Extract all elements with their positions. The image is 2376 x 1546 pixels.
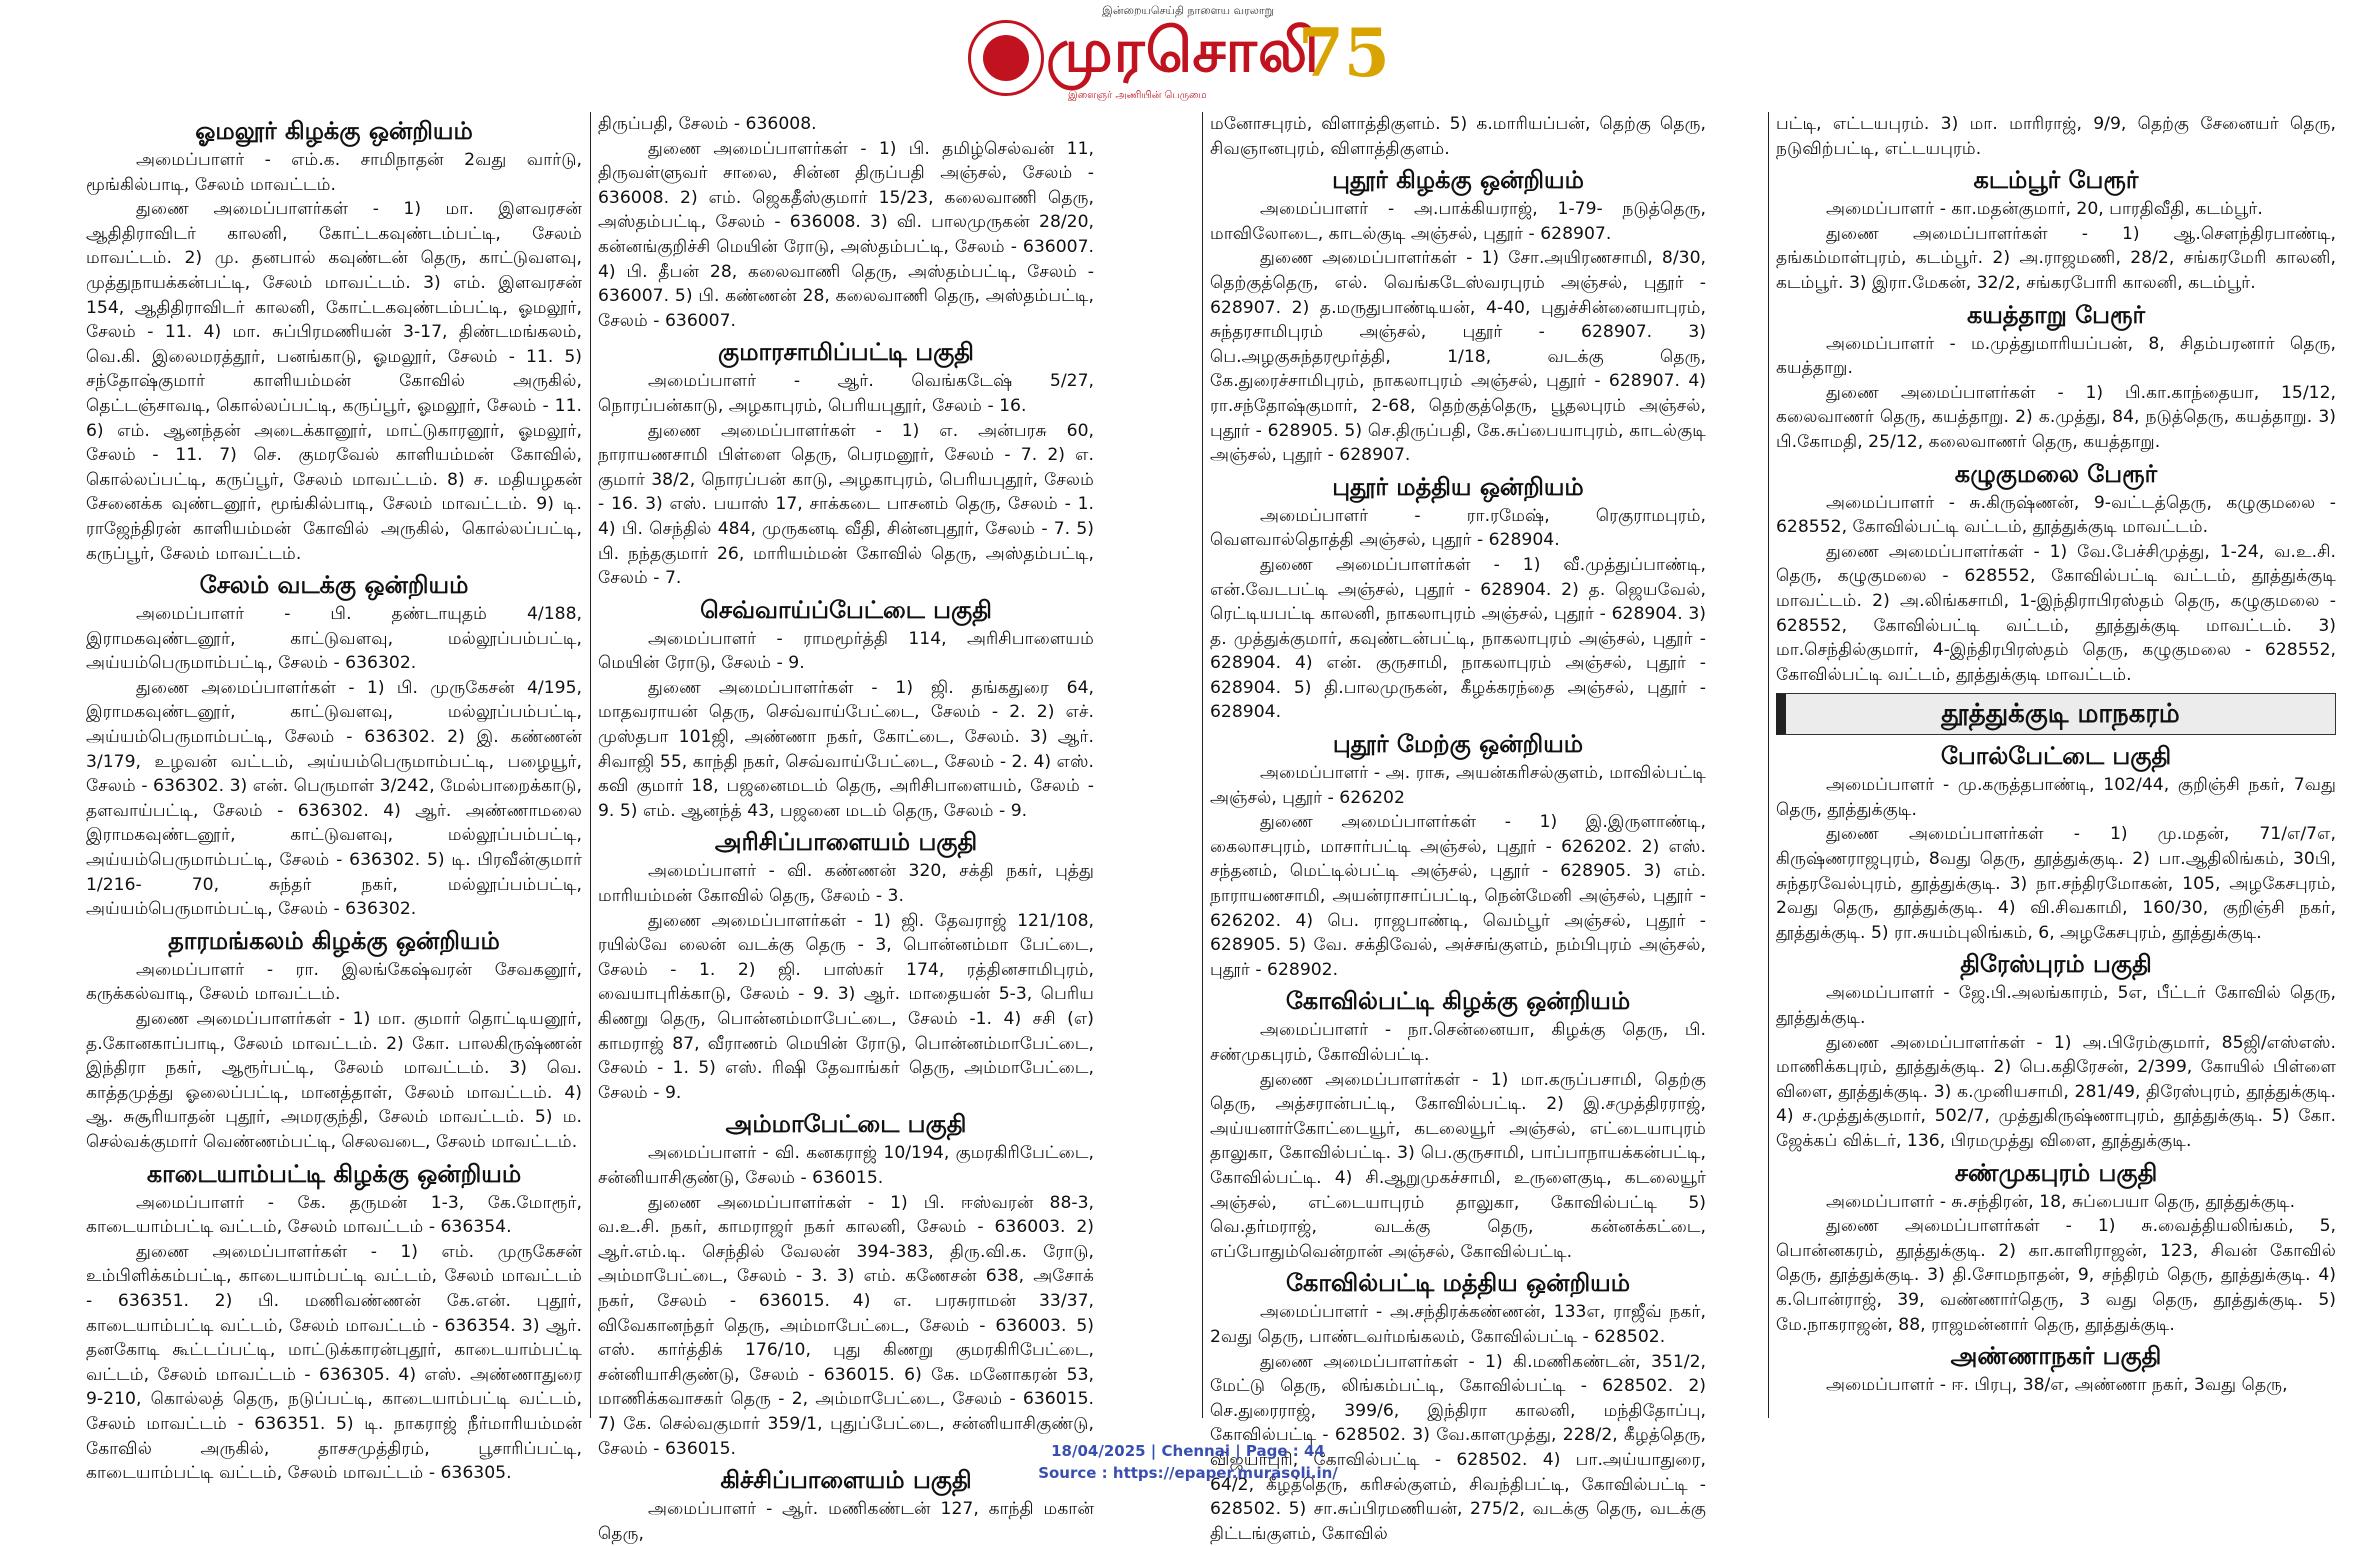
- section-heading: குமாரசாமிப்பட்டி பகுதி: [718, 338, 974, 367]
- body-paragraph: அமைப்பாளர் - சு.சந்திரன், 18, சுப்பையா தெரு, தூத்துக்குடி.: [1826, 1191, 2296, 1212]
- body-paragraph: அமைப்பாளர் - ரா.ரமேஷ், ரெகுராமபுரம், வெளவால்தொத்தி அஞ்சல், புதூர் - 628904.: [1210, 505, 1706, 551]
- section-heading: செவ்வாய்ப்பேட்டை பகுதி: [700, 595, 992, 624]
- body-paragraph: துணை அமைப்பாளர்கள் - 1) பி. ஈஸ்வரன் 88-3, வ.உ.சி. நகர், காமராஜர் நகர் காலனி, சேலம் - 636003. 2) ஆர்.எம்.டி. செந்தில் வேலன் 394-383, திரு.வி.க. ரோடு, அம்மாபேட்டை, சேலம் - 3. 3) எம். கணேசன் 638, அசோக் நகர், சேலம் - 636015. 4) எ. பரசுராமன் 33/37, விவேகானந்தர் தெரு, அம்மாபேட்டை, சேலம் - 636003. 5) எஸ். கார்த்திக் 176/10, புது கிணறு குமரகிரிபேட்டை, சன்னியாசிகுண்டு, சேலம் - 636015. 6) கே. மனோகரன் 53, மாணிக்கவாசகர் தெரு - 2, அம்மாபேட்டை, சேலம் - 636015. 7) கே. செல்வகுமார் 359/1, புதுப்பேட்டை, சன்னியாசிகுண்டு, சேலம் - 636015.: [598, 1192, 1094, 1459]
- footer-date-page: 18/04/2025 | Chennai | Page : 44: [1051, 1442, 1325, 1460]
- body-paragraph: துணை அமைப்பாளர்கள் - 1) ஜி. தங்கதுரை 64, மாதவராயன் தெரு, செவ்வாய்பேட்டை, சேலம் - 2. 2) எச். முஸ்தபா 101ஜி, அண்ணா நகர், கோட்டை, சேலம். 3) ஆர். சிவாஜி 55, காந்தி நகர், செவ்வாய்பேட்டை, சேலம் - 2. 4) எஸ். கவி குமார் 18, பஜனைமடம் தெரு, அரிசிபாளையம், சேலம் - 9. 5) எம். ஆனந்த் 43, பஜனை மடம் தெரு, சேலம் - 9.: [598, 677, 1094, 821]
- section-heading: புதூர் மேற்கு ஒன்றியம்: [1332, 730, 1584, 759]
- newspaper-logo: [968, 14, 1408, 104]
- body-paragraph: அமைப்பாளர் - ஆர். மணிகண்டன் 127, காந்தி மகான் தெரு,: [598, 1499, 1094, 1544]
- article-column-2: [598, 112, 1094, 1544]
- body-paragraph: அமைப்பாளர் - கே. தருமன் 1-3, கே.மோரூர், காடையாம்பட்டி வட்டம், சேலம் மாவட்டம் - 636354.: [86, 1192, 582, 1238]
- article-column-4: [1776, 112, 2336, 1418]
- column-divider: [590, 112, 591, 1418]
- continued-text: திருப்பதி, சேலம் - 636008.: [598, 114, 817, 134]
- column-divider: [1202, 112, 1203, 1418]
- body-paragraph: துணை அமைப்பாளர்கள் - 1) சு.வைத்தியலிங்கம், 5, பொன்னகரம், தூத்துக்குடி. 2) கா.காளிராஜன், 123, சிவன் கோவில் தெரு, தூத்துக்குடி. 3) தி.சோமநாதன், 9, சந்திரம் தெரு, தூத்துக்குடி. 4) க.பொன்ராஜ், 39, வண்ணார்தெரு, 3 வது தெரு, தூத்துக்குடி. 5) மே.நாகராஜன், 88, ராஜமன்னார் தெரு, தூத்துக்குடி.: [1776, 1216, 2336, 1335]
- section-heading: கழுகுமலை பேரூர்: [1954, 459, 2158, 488]
- body-paragraph: துணை அமைப்பாளர்கள் - 1) இ.இருளாண்டி, கைலாசபுரம், மாசார்பட்டி அஞ்சல், புதூர் - 626202. 2) எஸ். சந்தனம், மெட்டில்பட்டி அஞ்சல், புதூர் - 628905. 3) எம். நாராயணசாமி, அயன்ராசாப்பட்டி, நென்மேனி அஞ்சல், புதூர் - 626202. 4) பெ. ராஜபாண்டி, வெம்பூர் அஞ்சல், புதூர் - 628905. 5) வே. சக்திவேல், அச்சங்குளம், நம்பிபுரம் அஞ்சல், புதூர் - 628902.: [1210, 812, 1706, 980]
- body-paragraph: அமைப்பாளர் - சு.கிருஷ்ணன், 9-வட்டத்தெரு, கழுகுமலை - 628552, கோவில்பட்டி வட்டம், தூத்துக்குடி மாவட்டம்.: [1776, 492, 2336, 538]
- body-paragraph: துணை அமைப்பாளர்கள் - 1) பி.கா.காந்தையா, 15/12, கலைவாணர் தெரு, கயத்தாறு. 2) க.முத்து, 84, நடுத்தெரு, கயத்தாறு. 3) பி.கோமதி, 25/12, கலைவாணர் தெரு, கயத்தாறு.: [1776, 382, 2336, 452]
- party-seal-icon: [968, 20, 1044, 96]
- body-paragraph: துணை அமைப்பாளர்கள் - 1) கி.மணிகண்டன், 351/2, மேட்டு தெரு, லிங்கம்பட்டி, கோவில்பட்டி - 628502. 2) செ.துரைராஜ், 399/6, இந்திரா காலனி, மந்திதோப்பு, கோவில்பட்டி - 628502. 3) வே.காளமுத்து, 228/2, கீழத்தெரு, விஜயாபுரி, கோவில்பட்டி - 628502. 4) பா.அய்யாதுரை, 64/2, கீழத்தெரு, கரிசல்குளம், சிவந்திபட்டி, கோவில்பட்டி - 628502. 5) சா.சுப்பிரமணியன், 275/2, வடக்கு தெரு, வடக்கு திட்டங்குளம், கோவில்: [1210, 1351, 1706, 1544]
- body-paragraph: அமைப்பாளர் - கா.மதன்குமார், 20, பாரதிவீதி, கடம்பூர்.: [1826, 199, 2263, 220]
- body-paragraph: அமைப்பாளர் - ரா. இலங்கேஷ்வரன் சேவகனூர், கருக்கல்வாடி, சேலம் மாவட்டம்.: [86, 959, 582, 1005]
- body-paragraph: அமைப்பாளர் - ஜே.பி.அலங்காரம், 5எ, பீட்டர் கோவில் தெரு, தூத்துக்குடி.: [1776, 983, 2336, 1029]
- section-heading: ஓமலூர் கிழக்கு ஒன்றியம்: [195, 117, 473, 145]
- logo-subtitle: இளைஞர் அணியின் பெருமை: [1068, 90, 1207, 101]
- article-column-3: [1210, 112, 1706, 1544]
- section-heading: புதூர் மத்திய ஒன்றியம்: [1332, 472, 1584, 501]
- page-footer: [0, 1440, 2376, 1484]
- body-paragraph: துணை அமைப்பாளர்கள் - 1) ஜி. தேவராஜ் 121/108, ரயில்வே லைன் வடக்கு தெரு - 3, பொன்னம்மா பேட்டை, சேலம் - 1. 2) ஜி. பாஸ்கர் 174, ரத்தினசாமிபுரம், வையாபுரிக்காடு, சேலம் - 9. 3) ஆர். மாதையன் 5-3, பெரிய கிணறு தெரு, பொன்னம்மாபேட்டை, சேலம் -1. 4) சசி (எ) காமராஜ் 87, வீராணம் மெயின் ரோடு, பொன்னம்மாபேட்டை, சேலம் - 1. 5) எஸ். ரிஷி தேவாங்கர் தெரு, அம்மாபேட்டை, சேலம் - 9.: [598, 910, 1094, 1103]
- section-heading: திரேஸ்புரம் பகுதி: [1960, 950, 2152, 979]
- body-paragraph: அமைப்பாளர் - அ. ராசு, அயன்கரிசல்குளம், மாவில்பட்டி அஞ்சல், புதூர் - 626202: [1210, 763, 1706, 808]
- body-paragraph: அமைப்பாளர் - பி. தண்டாயுதம் 4/188, இராமகவுண்டனூர், காட்டுவளவு, மல்லூப்பம்பட்டி, அய்யம்பெருமாம்பட்டி, சேலம் - 636302.: [86, 604, 582, 674]
- body-paragraph: துணை அமைப்பாளர்கள் - 1) எம். முருகேசன் உம்பிளிக்கம்பட்டி, காடையாம்பட்டி வட்டம், சேலம் மாவட்டம் - 636351. 2) பி. மணிவண்ணன் கே.என். புதூர், காடையாம்பட்டி வட்டம், சேலம் மாவட்டம் - 636354. 3) ஆர். தனகோடி கூட்டப்பட்டி, மாட்டுக்காரன்புதூர், காடையாம்பட்டி வட்டம், சேலம் மாவட்டம் - 636305. 4) எஸ். அண்ணாதுரை 9-210, கொல்லத் தெரு, நடுப்பட்டி, காடையாம்பட்டி வட்டம், சேலம் மாவட்டம் - 636351. 5) டி. நாகராஜ் நீர்மாரியம்மன் கோவில் அருகில், தாசசமுத்திரம், பூசாரிப்பட்டி, காடையாம்பட்டி வட்டம், சேலம் மாவட்டம் - 636305.: [86, 1241, 582, 1484]
- city-banner: தூத்துக்குடி மாநகரம்: [1776, 693, 2336, 735]
- body-paragraph: துணை அமைப்பாளர்கள் - 1) மா.கருப்பசாமி, தெற்கு தெரு, அத்சரான்பட்டி, கோவில்பட்டி. 2) இ.சமுத்திரராஜ், அய்யனார்கோட்டையூர், கடலையூர் அஞ்சல், எட்டையாபுரம் தாலுகா, கோவில்பட்டி. 3) பெ.குருசாமி, பாப்பாநாயக்கன்பட்டி, கோவில்பட்டி. 4) சி.ஆறுமுகச்சாமி, உருளைகுடி, கடலையூர் அஞ்சல், எட்டையாபுரம் தாலுகா, கோவில்பட்டி 5) வெ.தர்மராஜ், வடக்கு தெரு, கன்னக்கட்டை, எப்போதும்வென்றான் அஞ்சல், கோவில்பட்டி.: [1210, 1069, 1706, 1262]
- section-heading: சண்முகபுரம் பகுதி: [1954, 1158, 2158, 1187]
- article-column-1: [86, 112, 582, 1484]
- body-paragraph: அமைப்பாளர் - ஆர். வெங்கடேஷ் 5/27, நொரப்பன்காடு, அழகாபுரம், பெரியபுதூர், சேலம் - 16.: [598, 371, 1094, 416]
- section-heading: புதூர் கிழக்கு ஒன்றியம்: [1332, 166, 1584, 195]
- body-paragraph: துணை அமைப்பாளர்கள் - 1) பி. தமிழ்செல்வன் 11, திருவள்ளுவர் சாலை, சின்ன திருப்பதி அஞ்சல், சேலம் - 636008. 2) எம். ஜெகதீஸ்குமார் 15/23, கலைவாணி தெரு, அஸ்தம்பட்டி, சேலம் - 636008. 3) வி. பாலமுருகன் 28/20, கன்னங்குறிச்சி மெயின் ரோடு, அஸ்தம்பட்டி, சேலம் - 636007. 4) பி. தீபன் 28, கலைவாணி தெரு, அஸ்தம்பட்டி, சேலம் - 636007. 5) பி. கண்ணன் 28, கலைவாணி தெரு, அஸ்தம்பட்டி, சேலம் - 636007.: [598, 138, 1094, 331]
- section-heading: கடம்பூர் பேரூர்: [1973, 166, 2139, 195]
- body-paragraph: அமைப்பாளர் - ஈ. பிரபு, 38/எ, அண்ணா நகர், 3வது தெரு,: [1826, 1375, 2288, 1396]
- section-heading: அரிசிப்பாளையம் பகுதி: [714, 828, 978, 857]
- body-paragraph: துணை அமைப்பாளர்கள் - 1) மு.மதன், 71/எ/7எ, கிருஷ்ணராஜபுரம், 8வது தெரு, தூத்துக்குடி. 2) பா.ஆதிலிங்கம், 30பி, சுந்தரவேல்புரம், தூத்துக்குடி. 3) நா.சந்திரமோகன், 105, அழகேசபுரம், 2வது தெரு, தூத்துக்குடி. 4) வி.சிவகாமி, 160/30, குறிஞ்சி நகர், தூத்துக்குடி. 5) ரா.சுயம்புலிங்கம், 6, அழகேசபுரம், தூத்துக்குடி.: [1776, 824, 2336, 943]
- body-paragraph: அமைப்பாளர் - மு.கருத்தபாண்டி, 102/44, குறிஞ்சி நகர், 7வது தெரு, தூத்துக்குடி.: [1776, 775, 2336, 820]
- body-paragraph: துணை அமைப்பாளர்கள் - 1) எ. அன்பரசு 60, நாராயணசாமி பிள்ளை தெரு, பெரமனூர், சேலம் - 7. 2) எ. குமார் 38/2, நொரப்பன் காடு, அழகாபுரம், பெரியபுதூர், சேலம் - 16. 3) எஸ். பயாஸ் 17, சாக்கடை பாசனம் தெரு, சேலம் - 1. 4) பி. செந்தில் 484, முருகனடி வீதி, சின்னபுதூர், சேலம் - 7. 5) பி. நந்தகுமார் 26, மாரியம்மன் கோவில் தெரு, அஸ்தம்பட்டி, சேலம் - 7.: [598, 420, 1094, 589]
- anniversary-75-emblem: 75: [1298, 14, 1390, 92]
- section-heading: காடையாம்பட்டி கிழக்கு ஒன்றியம்: [146, 1159, 522, 1188]
- body-paragraph: துணை அமைப்பாளர்கள் - 1) மா. இளவரசன் ஆதிதிராவிடர் காலனி, கோட்டகவுண்டம்பட்டி, சேலம் மாவட்டம். 2) மு. தனபால் கவுண்டன் தெரு, காட்டுவளவு, முத்துநாயக்கன்பட்டி, சேலம் மாவட்டம். 3) எம். இளவரசன் 154, ஆதிதிராவிடர் காலனி, கோட்டகவுண்டம்பட்டி, ஓமலூர், சேலம் - 11. 4) மா. சுப்பிரமணியன் 3-17, திண்டமங்கலம், வெ.கி. இலைமரத்தூர், பனங்காடு, ஓமலூர், சேலம் - 11. 5) சந்தோஷ்குமார் காளியம்மன் கோவில் அருகில், தெட்டஞ்சாவடி, கொல்லப்பட்டி, கருப்பூர், ஓமலூர், சேலம் - 11. 6) எம். ஆனந்தன் அடைக்கானூர், மாட்டுகாரனூர், ஓமலூர், சேலம் - 11. 7) செ. குமரவேல் காளியம்மன் கோவில், கொல்லப்பட்டி, கருப்பூர், சேலம் மாவட்டம். 8) ச. மதியழகன் சேனைக்க வுண்டனூர், மூங்கில்பாடி, சேலம் மாவட்டம். 9) டி. ராஜேந்திரன் காளியம்மன் கோவில் அருகில், கொல்லப்பட்டி, கருப்பூர், சேலம் மாவட்டம்.: [86, 199, 582, 564]
- body-paragraph: துணை அமைப்பாளர்கள் - 1) அ.பிரேம்குமார், 85ஜி/எஸ்எஸ். மாணிக்கபுரம், தூத்துக்குடி. 2) பெ.கதிரேசன், 2/399, கோயில் பிள்ளை விளை, தூத்துக்குடி. 3) க.முனியசாமி, 281/49, திரேஸ்புரம், தூத்துக்குடி. 4) ச.முத்துக்குமார், 502/7, முத்துகிருஷ்ணாபுரம், தூத்துக்குடி. 5) கோ. ஜேக்கப் விக்டர், 136, பிரமமுத்து விளை, தூத்துக்குடி.: [1776, 1032, 2336, 1151]
- body-paragraph: அமைப்பாளர் - நா.சென்னையா, கிழக்கு தெரு, பி. சண்முகபுரம், கோவில்பட்டி.: [1210, 1020, 1706, 1065]
- body-paragraph: துணை அமைப்பாளர்கள் - 1) ஆ.சௌந்திரபாண்டி, தங்கம்மாள்புரம், கடம்பூர். 2) அ.ராஜமணி, 28/2, சங்கரமேரி காலனி, கடம்பூர். 3) இரா.மேகன், 32/2, சங்கரபோரி காலனி, கடம்பூர்.: [1776, 223, 2336, 293]
- section-heading: கோவில்பட்டி கிழக்கு ஒன்றியம்: [1285, 987, 1631, 1016]
- body-paragraph: துணை அமைப்பாளர்கள் - 1) பி. முருகேசன் 4/195, இராமகவுண்டனூர், காட்டுவளவு, மல்லூப்பம்பட்டி, அய்யம்பெருமாம்பட்டி, சேலம் - 636302. 2) இ. கண்ணன் 3/179, உழவன் வட்டம், அய்யம்பெருமாம்பட்டி, பழையூர், சேலம் - 636302. 3) என். பெருமாள் 3/242, மேல்பாறைக்காடு, தளவாய்பட்டி, சேலம் - 636302. 4) ஆர். அண்ணாமலை இராமகவுண்டனூர், காட்டுவளவு, மல்லூப்பம்பட்டி, அய்யம்பெருமாம்பட்டி, சேலம் - 636302. 5) டி. பிரவீன்குமார் 1/216- 70, சுந்தர் நகர், மல்லூப்பம்பட்டி, அய்யம்பெருமாம்பட்டி, சேலம் - 636302.: [86, 677, 582, 920]
- body-paragraph: அமைப்பாளர் - வி. கண்ணன் 320, சக்தி நகர், புத்து மாரியம்மன் கோவில் தெரு, சேலம் - 3.: [598, 861, 1094, 907]
- section-heading: அண்ணாநகர் பகுதி: [1950, 1342, 2162, 1371]
- continued-text: பட்டி, எட்டயபுரம். 3) மா. மாரிராஜ், 9/9, தெற்கு சேனையர் தெரு, நடுவிற்பட்டி, எட்டயபுரம்.: [1776, 114, 2336, 159]
- section-heading: கிச்சிப்பாளையம் பகுதி: [720, 1466, 972, 1495]
- body-paragraph: துணை அமைப்பாளர்கள் - 1) மா. குமார் தொட்டியனூர், த.கோனகாப்பாடி, சேலம் மாவட்டம். 2) கோ. பாலகிருஷ்ணன் இந்திரா நகர், ஆரூர்பட்டி, சேலம் மாவட்டம். 3) வெ. காத்தமுத்து ஓலைப்பட்டி, மானத்தாள், சேலம் மாவட்டம். 4) ஆ. சுசூரியாதன் புதூர், அமரகுந்தி, சேலம் மாவட்டம். 5) ம. செல்வக்குமார் வெண்ணம்பட்டி, செலவடை, சேலம் மாவட்டம்.: [86, 1009, 582, 1152]
- body-paragraph: அமைப்பாளர் - அ.சந்திரக்கண்ணன், 133எ, ராஜீவ் நகர், 2வது தெரு, பாண்டவர்மங்கலம், கோவில்பட்டி - 628502.: [1210, 1302, 1706, 1347]
- body-paragraph: துணை அமைப்பாளர்கள் - 1) சோ.அயிரணசாமி, 8/30, தெற்குத்தெரு, எல். வெங்கடேஸ்வரபுரம் அஞ்சல், புதூர் - 628907. 2) த.மருதுபாண்டியன், 4-40, புதுச்சின்னையாபுரம், சுந்தரசாமிபுரம் அஞ்சல், புதூர் - 628907. 3) பெ.அழகுசுந்தரமூர்த்தி, 1/18, வடக்கு தெரு, கே.துரைச்சாமிபுரம், நாகலாபுரம் அஞ்சல், புதூர் - 628907. 4) ரா.சந்தோஷ்குமார், 2-68, தெற்குத்தெரு, பூதலபுரம் அஞ்சல், புதூர் - 628905. 5) செ.திருப்பதி, கே.சுப்பையாபுரம், காடல்குடி அஞ்சல், புதூர் - 628907.: [1210, 248, 1706, 466]
- section-heading: தாரமங்கலம் கிழக்கு ஒன்றியம்: [168, 926, 500, 955]
- continued-text: மனோசபுரம், விளாத்திகுளம். 5) க.மாரியப்பன், தெற்கு தெரு, சிவஞானபுரம், விளாத்திகுளம்.: [1210, 114, 1706, 159]
- body-paragraph: அமைப்பாளர் - எம்.க. சாமிநாதன் 2வது வார்டு, மூங்கில்பாடி, சேலம் மாவட்டம்.: [86, 150, 582, 195]
- column-divider: [1768, 112, 1769, 1418]
- section-heading: கோவில்பட்டி மத்திய ஒன்றியம்: [1285, 1269, 1631, 1298]
- footer-source-link[interactable]: Source : https://epaper.murasoli.in/: [1038, 1464, 1338, 1482]
- logo-title: முரசொலி: [1046, 16, 1320, 86]
- body-paragraph: அமைப்பாளர் - ராமமூர்த்தி 114, அரிசிபாளையம் மெயின் ரோடு, சேலம் - 9.: [598, 628, 1094, 674]
- masthead: [0, 0, 2376, 110]
- masthead-tagline: இன்றையசெய்தி நாளைய வரலாறு: [1102, 4, 1274, 17]
- section-heading: கயத்தாறு பேரூர்: [1966, 300, 2146, 329]
- body-paragraph: அமைப்பாளர் - வி. கனகராஜ் 10/194, குமரகிரிபேட்டை, சன்னியாசிகுண்டு, சேலம் - 636015.: [598, 1143, 1094, 1188]
- body-paragraph: அமைப்பாளர் - அ.பாக்கியராஜ், 1-79- நடுத்தெரு, மாவிலோடை, காடல்குடி அஞ்சல், புதூர் - 628907.: [1210, 199, 1706, 244]
- body-paragraph: அமைப்பாளர் - ம.முத்துமாரியப்பன், 8, சிதம்பரனார் தெரு, கயத்தாறு.: [1776, 333, 2336, 379]
- body-paragraph: துணை அமைப்பாளர்கள் - 1) வே.பேச்சிமுத்து, 1-24, வ.உ.சி. தெரு, கழுகுமலை - 628552, கோவில்பட்டி வட்டம், தூத்துக்குடி மாவட்டம். 2) அ.லிங்கசாமி, 1-இந்திராபிரஸ்தம் தெரு, கழுகுமலை - 628552, கோவில்பட்டி வட்டம், தூத்துக்குடி மாவட்டம். 3) மா.செந்தில்குமார், 4-இந்திரபிரஸ்தம் தெரு, கழுகுமலை - 628552, கோவில்பட்டி வட்டம், தூத்துக்குடி மாவட்டம்.: [1776, 541, 2336, 685]
- body-paragraph: துணை அமைப்பாளர்கள் - 1) வீ.முத்துப்பாண்டி, என்.வேடபட்டி அஞ்சல், புதூர் - 628904. 2) த. ஜெயவேல், ரெட்டியபட்டி காலனி, நாகலாபுரம் அஞ்சல், புதூர் - 628904. 3) த. முத்துக்குமார், கவுண்டன்பட்டி, நாகலாபுரம் அஞ்சல், புதூர் - 628904. 4) என். குருசாமி, நாகலாபுரம் அஞ்சல், புதூர் - 628904. 5) தி.பாலமுருகன், கீழக்கரந்தை அஞ்சல், புதூர் - 628904.: [1210, 554, 1706, 723]
- section-heading: போல்பேட்டை பகுதி: [1940, 742, 2172, 771]
- section-heading: அம்மாபேட்டை பகுதி: [725, 1110, 967, 1139]
- section-heading: சேலம் வடக்கு ஒன்றியம்: [199, 571, 469, 600]
